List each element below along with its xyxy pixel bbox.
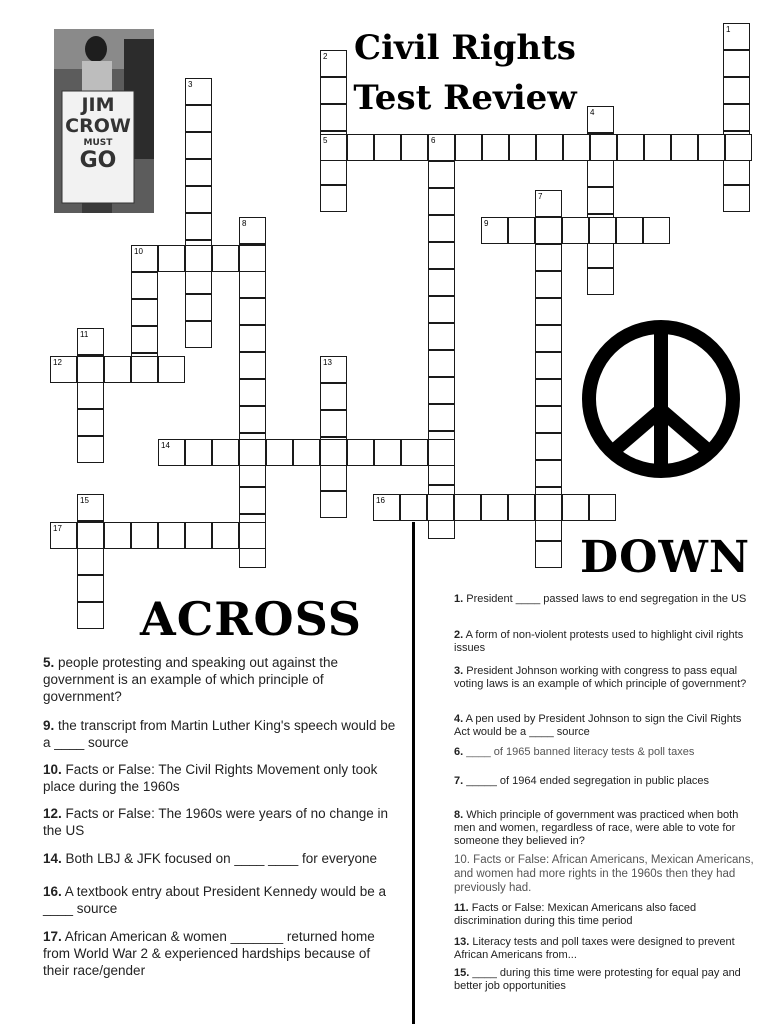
- crossword-cell[interactable]: [239, 325, 266, 352]
- across-heading: ACROSS: [140, 592, 363, 646]
- crossword-cell[interactable]: [77, 436, 104, 463]
- crossword-clue-number: 3: [188, 80, 193, 89]
- crossword-cell[interactable]: [185, 186, 212, 213]
- crossword-clue-number: 7: [538, 192, 543, 201]
- crossword-cell[interactable]: [723, 104, 750, 131]
- crossword-cell[interactable]: [535, 217, 562, 244]
- crossword-cell[interactable]: [77, 522, 104, 549]
- crossword-cell[interactable]: [535, 271, 562, 298]
- crossword-cell[interactable]: [587, 241, 614, 268]
- crossword-cell[interactable]: [482, 134, 509, 161]
- crossword-clue-number: 1: [726, 25, 731, 34]
- crossword-cell[interactable]: [589, 494, 616, 521]
- crossword-clue-number: 14: [161, 441, 170, 450]
- crossword-cell[interactable]: [535, 494, 562, 521]
- crossword-cell[interactable]: [723, 50, 750, 77]
- crossword-cell[interactable]: [587, 268, 614, 295]
- crossword-cell[interactable]: [374, 439, 401, 466]
- across-clue-12: 12. Facts or False: The 1960s were years of no change in the US: [43, 806, 388, 838]
- crossword-cell[interactable]: [347, 134, 374, 161]
- crossword-cell[interactable]: [536, 134, 563, 161]
- across-clue-17: 17. African American & women _______ returned home from World War 2 & experienced hardships because of their race/gender: [43, 929, 375, 978]
- crossword-cell[interactable]: [428, 377, 455, 404]
- crossword-cell[interactable]: [239, 352, 266, 379]
- crossword-cell[interactable]: [347, 439, 374, 466]
- crossword-cell[interactable]: [239, 439, 266, 466]
- crossword-cell[interactable]: [428, 215, 455, 242]
- crossword-cell[interactable]: [535, 244, 562, 271]
- crossword-cell[interactable]: [320, 104, 347, 131]
- crossword-clue-number: 2: [323, 52, 328, 61]
- crossword-cell[interactable]: [535, 325, 562, 352]
- crossword-cell[interactable]: [671, 134, 698, 161]
- crossword-cell[interactable]: [589, 217, 616, 244]
- crossword-clue-number: 10: [134, 247, 143, 256]
- crossword-clue-number: 13: [323, 358, 332, 367]
- crossword-cell[interactable]: [535, 352, 562, 379]
- crossword-cell[interactable]: [616, 217, 643, 244]
- crossword-cell[interactable]: [698, 134, 725, 161]
- crossword-cell[interactable]: [535, 541, 562, 568]
- across-clue-5: 5. people protesting and speaking out against the government is an example of which principle of government?: [43, 655, 338, 704]
- crossword-cell[interactable]: [212, 522, 239, 549]
- crossword-cell[interactable]: [401, 134, 428, 161]
- crossword-cell[interactable]: [508, 217, 535, 244]
- crossword-cell[interactable]: [587, 187, 614, 214]
- crossword-cell[interactable]: [428, 296, 455, 323]
- crossword-clue-number: 17: [53, 524, 62, 533]
- crossword-cell[interactable]: [104, 356, 131, 383]
- crossword-cell[interactable]: [320, 464, 347, 491]
- crossword-cell[interactable]: [374, 134, 401, 161]
- down-clue-4: 4. A pen used by President Johnson to sign the Civil Rights Act would be a ____ source: [454, 713, 742, 738]
- page-title-line-1: Civil Rights: [354, 28, 576, 68]
- crossword-cell[interactable]: [723, 158, 750, 185]
- crossword-cell[interactable]: [185, 321, 212, 348]
- crossword-cell[interactable]: [723, 77, 750, 104]
- crossword-cell[interactable]: [158, 522, 185, 549]
- crossword-cell[interactable]: [266, 439, 293, 466]
- crossword-cell[interactable]: [535, 433, 562, 460]
- across-clue-16: 16. A textbook entry about President Kennedy would be a ____ source: [43, 884, 387, 916]
- crossword-cell[interactable]: [185, 294, 212, 321]
- sign-text-go: GO: [79, 148, 117, 173]
- crossword-clue-number: 8: [242, 219, 247, 228]
- crossword-cell[interactable]: [535, 298, 562, 325]
- crossword-cell[interactable]: [428, 269, 455, 296]
- sign-text-crow: CROW: [65, 115, 131, 137]
- crossword-cell[interactable]: [508, 494, 535, 521]
- crossword-cell[interactable]: [428, 350, 455, 377]
- crossword-cell[interactable]: [428, 161, 455, 188]
- crossword-cell[interactable]: [723, 185, 750, 212]
- crossword-cell[interactable]: [185, 522, 212, 549]
- crossword-cell[interactable]: [185, 245, 212, 272]
- crossword-cell[interactable]: [562, 494, 589, 521]
- crossword-cell[interactable]: [320, 185, 347, 212]
- crossword-cell[interactable]: [509, 134, 536, 161]
- crossword-cell[interactable]: [131, 356, 158, 383]
- crossword-cell[interactable]: [239, 298, 266, 325]
- crossword-cell[interactable]: [77, 575, 104, 602]
- crossword-cell[interactable]: [77, 356, 104, 383]
- crossword-cell[interactable]: [320, 410, 347, 437]
- crossword-cell[interactable]: [590, 134, 617, 161]
- crossword-clue-number: 15: [80, 496, 89, 505]
- crossword-clue-number: 9: [484, 219, 489, 228]
- crossword-cell[interactable]: [644, 134, 671, 161]
- crossword-clue-number: 5: [323, 136, 328, 145]
- crossword-cell[interactable]: [239, 406, 266, 433]
- crossword-cell[interactable]: [185, 439, 212, 466]
- crossword-cell[interactable]: [239, 271, 266, 298]
- crossword-cell[interactable]: [455, 134, 482, 161]
- sign-text-must: MUST: [83, 138, 113, 148]
- down-clue-8: 8. Which principle of government was practiced when both men and women, regardless of race, were able to vote for someone they believed in?: [454, 809, 739, 847]
- crossword-cell[interactable]: [212, 245, 239, 272]
- crossword-cell[interactable]: [400, 494, 427, 521]
- crossword-cell[interactable]: [131, 326, 158, 353]
- crossword-cell[interactable]: [293, 439, 320, 466]
- across-clue-9: 9. the transcript from Martin Luther King's speech would be a ____ source: [43, 718, 396, 750]
- across-clue-14: 14. Both LBJ & JFK focused on ____ ____ for everyone: [43, 851, 377, 866]
- crossword-cell[interactable]: [158, 245, 185, 272]
- down-clue-6: 6. ____ of 1965 banned literacy tests & poll taxes: [454, 746, 695, 758]
- crossword-cell[interactable]: [320, 158, 347, 185]
- crossword-cell[interactable]: [725, 134, 752, 161]
- crossword-cell[interactable]: [617, 134, 644, 161]
- page-title-line-2: Test Review: [353, 78, 577, 118]
- crossword-cell[interactable]: [428, 323, 455, 350]
- column-divider: [412, 522, 415, 1024]
- down-clue-2: 2. A form of non-violent protests used to highlight civil rights issues: [454, 629, 744, 654]
- down-clue-15: 15. ____ during this time were protesting for equal pay and better job opportunities: [454, 967, 741, 992]
- sign-text-jim: JIM: [81, 94, 115, 116]
- crossword-cell[interactable]: [239, 522, 266, 549]
- crossword-cell[interactable]: [587, 160, 614, 187]
- crossword-cell[interactable]: [131, 299, 158, 326]
- down-clue-3: 3. President Johnson working with congress to pass equal voting laws is an example of which principle of government?: [454, 665, 747, 690]
- crossword-cell[interactable]: [428, 188, 455, 215]
- crossword-cell[interactable]: [320, 77, 347, 104]
- protest-photo: [54, 29, 154, 213]
- down-clue-10: 10. Facts or False: African Americans, Mexican Americans, and women had more rights in the 1960s then they had previously had.: [454, 854, 754, 894]
- crossword-cell[interactable]: [185, 213, 212, 240]
- crossword-cell[interactable]: [185, 159, 212, 186]
- crossword-cell[interactable]: [535, 406, 562, 433]
- crossword-cell[interactable]: [320, 383, 347, 410]
- down-clue-1: 1. President ____ passed laws to end segregation in the US: [454, 593, 747, 605]
- crossword-cell[interactable]: [481, 494, 508, 521]
- crossword-cell[interactable]: [320, 439, 347, 466]
- crossword-cell[interactable]: [104, 522, 131, 549]
- crossword-cell[interactable]: [562, 217, 589, 244]
- crossword-cell[interactable]: [158, 356, 185, 383]
- crossword-cell[interactable]: [401, 439, 428, 466]
- crossword-cell[interactable]: [239, 245, 266, 272]
- crossword-cell[interactable]: [131, 522, 158, 549]
- crossword-cell[interactable]: [131, 272, 158, 299]
- crossword-clue-number: 12: [53, 358, 62, 367]
- crossword-cell[interactable]: [185, 105, 212, 132]
- down-clue-13: 13. Literacy tests and poll taxes were designed to prevent African Americans from...: [454, 936, 735, 961]
- crossword-clue-number: 4: [590, 108, 595, 117]
- crossword-cell[interactable]: [643, 217, 670, 244]
- crossword-cell[interactable]: [428, 439, 455, 466]
- crossword-clue-number: 16: [376, 496, 385, 505]
- crossword-cell[interactable]: [454, 494, 481, 521]
- crossword-clue-number: 11: [80, 330, 89, 339]
- crossword-cell[interactable]: [77, 382, 104, 409]
- crossword-cell[interactable]: [239, 487, 266, 514]
- crossword-cell[interactable]: [77, 602, 104, 629]
- across-clue-10: 10. Facts or False: The Civil Rights Movement only took place during the 1960s: [43, 762, 378, 794]
- down-clue-11: 11. Facts or False: Mexican Americans also faced discrimination during this time period: [454, 902, 697, 927]
- crossword-cell[interactable]: [535, 460, 562, 487]
- crossword-cell[interactable]: [77, 548, 104, 575]
- down-clue-7: 7. _____ of 1964 ended segregation in public places: [454, 775, 710, 787]
- crossword-cell[interactable]: [428, 242, 455, 269]
- crossword-cell[interactable]: [563, 134, 590, 161]
- crossword-cell[interactable]: [427, 494, 454, 521]
- crossword-cell[interactable]: [185, 132, 212, 159]
- crossword-cell[interactable]: [535, 379, 562, 406]
- crossword-cell[interactable]: [77, 409, 104, 436]
- peace-sign-icon: [580, 316, 742, 482]
- crossword-cell[interactable]: [212, 439, 239, 466]
- crossword-cell[interactable]: [239, 379, 266, 406]
- crossword-cell[interactable]: [320, 491, 347, 518]
- down-heading: DOWN: [580, 532, 751, 583]
- crossword-cell[interactable]: [428, 404, 455, 431]
- crossword-clue-number: 6: [431, 136, 436, 145]
